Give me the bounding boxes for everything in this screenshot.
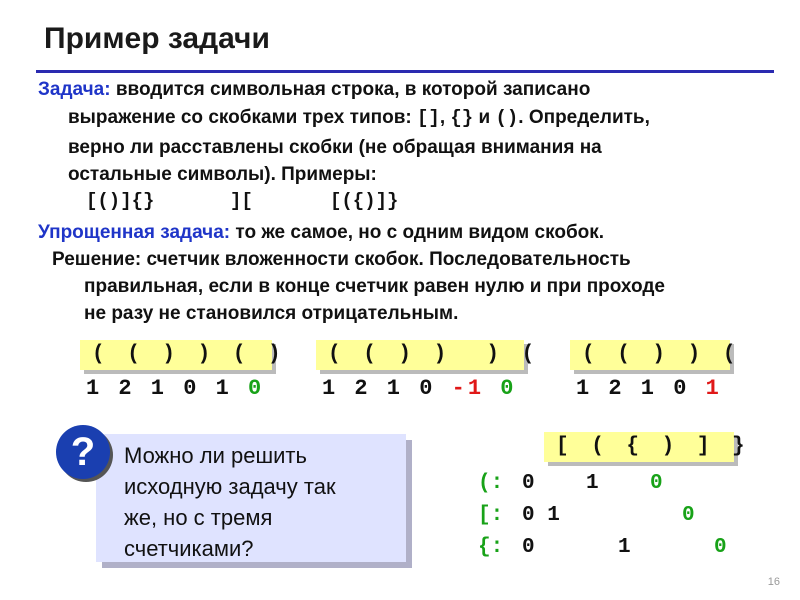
solution-line-1: Решение: счетчик вложенности скобок. Последовательность xyxy=(52,249,631,270)
counts: 1 2 1 0 xyxy=(576,376,706,401)
question-text xyxy=(124,440,336,564)
negative-count: -1 xyxy=(451,376,485,401)
page-number: 16 xyxy=(767,576,780,588)
question-line: же, но с тремя xyxy=(124,505,273,530)
example-2: ][ xyxy=(230,190,253,212)
final-count: 0 xyxy=(248,376,265,401)
counter-label: [: xyxy=(478,504,504,527)
question-line: исходную задачу так xyxy=(124,474,336,499)
sequence-1-counts xyxy=(86,376,264,401)
solution-line-3: не разу не становился отрицательным. xyxy=(84,303,459,324)
sep: , xyxy=(439,107,451,128)
final-count: 1 xyxy=(705,376,722,401)
task-line-4: остальные символы). Примеры: xyxy=(68,164,377,185)
sequence-3-counts xyxy=(576,376,722,401)
counter-value: 1 xyxy=(586,472,599,495)
question-line: счетчиками? xyxy=(124,536,254,561)
task-text-2a: выражение со скобками трех типов: xyxy=(68,107,418,128)
example-3: [({)]} xyxy=(330,190,399,212)
counter-row-square xyxy=(478,504,503,527)
counter-row-round xyxy=(478,472,503,495)
sequence-2-brackets: ( ( ) ) ) ( xyxy=(316,340,524,370)
counter-value: 0 xyxy=(522,536,535,559)
counts: 1 2 1 0 xyxy=(322,376,452,401)
question-icon: ? xyxy=(56,425,110,479)
sequence-1-brackets: ( ( ) ) ( ) xyxy=(80,340,272,370)
sequence-2-counts xyxy=(322,376,516,401)
question-line: Можно ли решить xyxy=(124,443,307,468)
counter-label: (: xyxy=(478,472,504,495)
counter-value: 0 1 xyxy=(522,504,560,527)
task-text-2b: . Определить, xyxy=(518,107,650,128)
page-title: Пример задачи xyxy=(44,22,270,55)
simplified-label: Упрощенная задача: xyxy=(38,222,231,243)
three-type-brackets: [ ( { ) ] } xyxy=(544,432,734,462)
task-line-1 xyxy=(38,76,778,103)
bracket-square: [] xyxy=(417,107,440,129)
counter-final: 0 xyxy=(650,472,663,495)
sequence-3-brackets: ( ( ) ) ( xyxy=(570,340,730,370)
example-1: [()]{} xyxy=(86,190,155,212)
task-line-3: верно ли расставлены скобки (не обращая внимания на xyxy=(68,137,602,158)
task-label: Задача: xyxy=(38,79,111,100)
counts: 1 2 1 0 1 xyxy=(86,376,249,401)
final-count: 0 xyxy=(484,376,517,401)
title-divider xyxy=(36,70,774,73)
sep: и xyxy=(473,107,496,128)
counter-final: 0 xyxy=(714,536,727,559)
counter-row-curly xyxy=(478,536,503,559)
counter-value: 0 xyxy=(522,472,535,495)
counter-value: 1 xyxy=(618,536,631,559)
bracket-round: () xyxy=(495,107,519,129)
task-line-2 xyxy=(68,104,788,132)
bracket-curly: {} xyxy=(450,107,474,129)
solution-line-2: правильная, если в конце счетчик равен нулю и при проходе xyxy=(84,276,665,297)
task-text-1: вводится символьная строка, в которой записано xyxy=(110,79,591,100)
simplified-task xyxy=(38,219,604,246)
simplified-text: то же самое, но с одним видом скобок. xyxy=(230,222,605,243)
counter-final: 0 xyxy=(682,504,695,527)
counter-label: {: xyxy=(478,536,504,559)
